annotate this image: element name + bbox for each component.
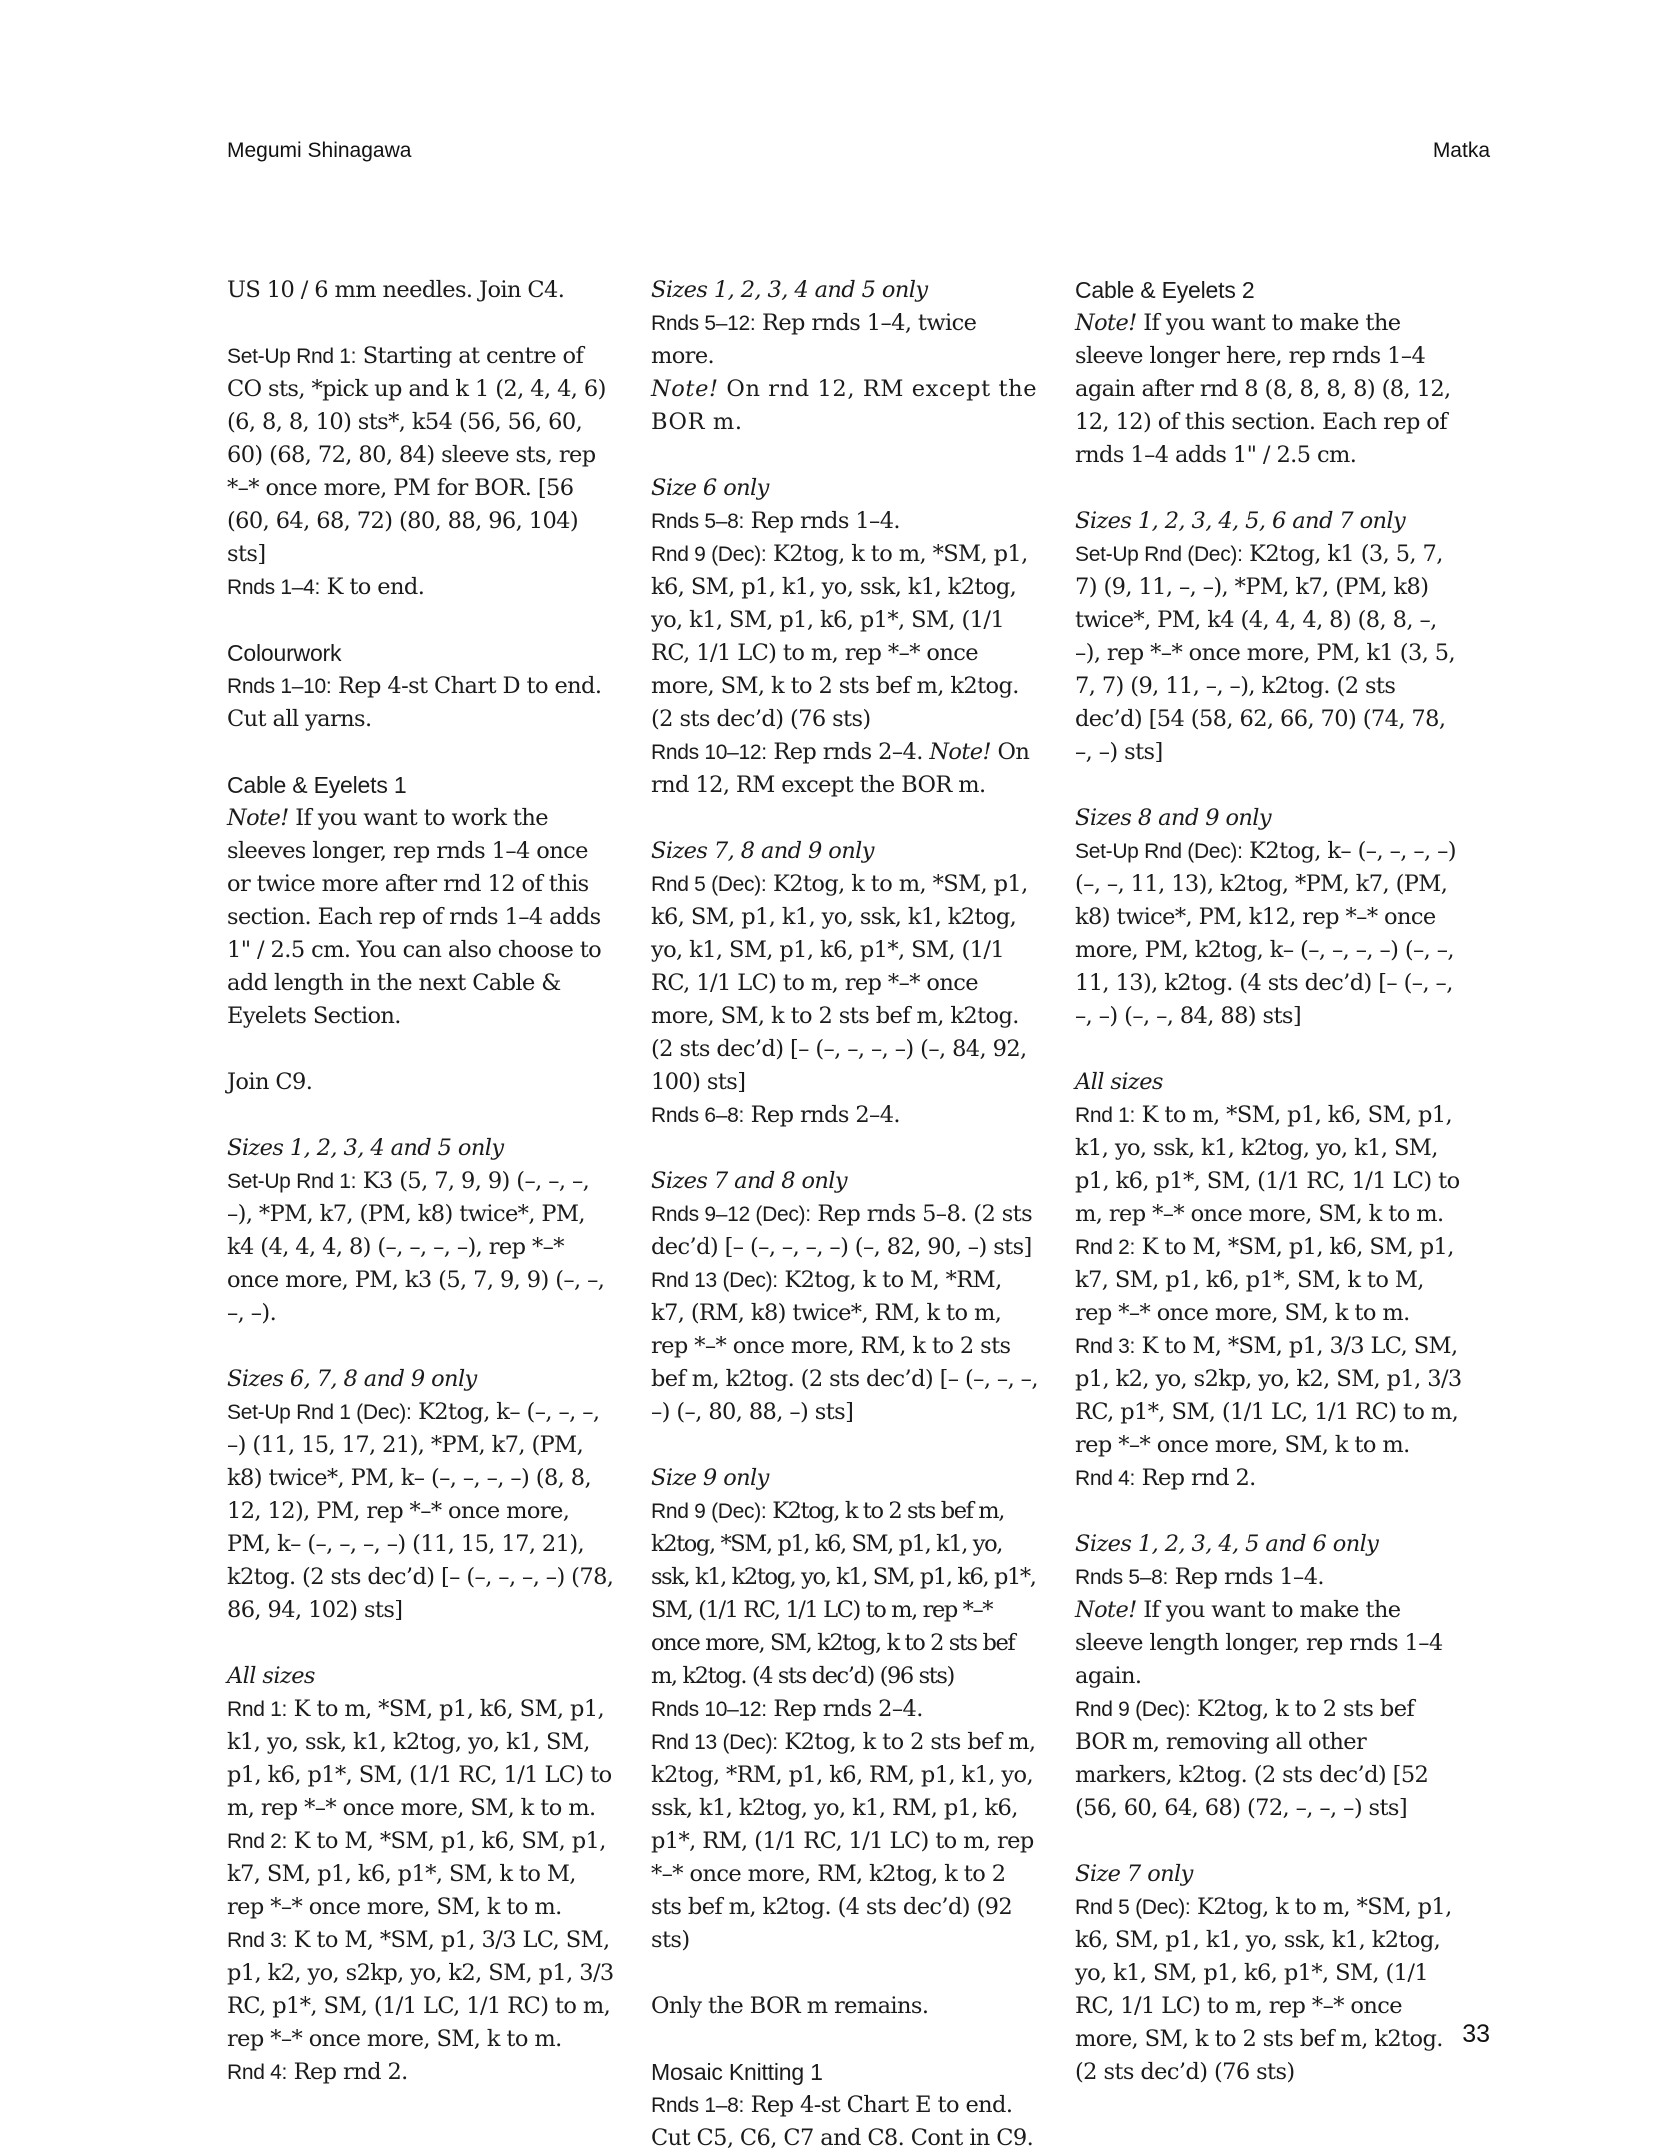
instruction-rnd-1: Rnd 1: K to m, *SM, p1, k6, SM, p1, k1, yo, ssk, k1, k2tog, yo, k1, SM, p1, k6, p1*, SM, (1/1 RC, 1/1 LC) to m, rep *–* once more, SM, k to m. — [1075, 1102, 1460, 1227]
instruction-rnd-2: Rnd 2: K to M, *SM, p1, k6, SM, p1, k7, SM, p1, k6, p1*, SM, k to M, rep *–* once more, SM, k to m. — [1075, 1234, 1454, 1326]
size-lead: Size 7 only — [1075, 1861, 1193, 1887]
column-2 — [651, 274, 1038, 2155]
instruction-label: Set-Up Rnd 1 (Dec): — [227, 1401, 412, 1424]
block-all-sizes — [227, 1660, 614, 2089]
instruction-label: Rnds 10–12: — [651, 741, 767, 764]
note-marker: Note! — [929, 739, 991, 765]
size-lead: Sizes 1, 2, 3, 4, 5 and 6 only — [1075, 1531, 1379, 1557]
instruction-label: Rnd 4: — [227, 2061, 288, 2084]
instruction-label: Rnds 5–8: — [651, 510, 745, 533]
note: Note! On rnd 12, RM except the BOR m. — [651, 376, 1038, 435]
instruction-label: Rnd 4: — [1075, 1467, 1136, 1490]
instruction-rnd-13: Rnd 13 (Dec): K2tog, k to M, *RM, k7, (RM, k8) twice*, RM, k to m, rep *–* once more, RM, k to 2 sts bef m, k2tog. (2 sts dec’d) [– (–, –, –, –) (–, 80, 88, –) sts] — [651, 1267, 1038, 1425]
block-sizes-1-5 — [227, 1132, 614, 1330]
instruction-rnd-1: Rnd 1: K to m, *SM, p1, k6, SM, p1, k1, yo, ssk, k1, k2tog, yo, k1, SM, p1, k6, p1*, SM, (1/1 RC, 1/1 LC) to m, rep *–* once more, SM, k to m. — [227, 1696, 612, 1821]
size-lead: All sizes — [1075, 1069, 1163, 1095]
instruction-label: Rnd 5 (Dec): — [651, 873, 767, 896]
paragraph-needles: US 10 / 6 mm needles. Join C4. — [227, 277, 565, 303]
instruction-rnd-9: Rnd 9 (Dec): K2tog, k to 2 sts bef BOR m, removing all other markers, k2tog. (2 sts dec’d) [52 (56, 60, 64, 68) (72, –, –, –) sts] — [1075, 1696, 1429, 1821]
size-lead: Sizes 6, 7, 8 and 9 only — [227, 1366, 477, 1392]
instruction-rnds-5-8: Rnds 5–8: Rep rnds 1–4. — [651, 508, 900, 534]
instruction-setup-rnd: Set-Up Rnd (Dec): K2tog, k– (–, –, –, –) (–, –, 11, 13), k2tog, *PM, k7, (PM, k8) twice*, PM, k12, rep *–* once more, PM, k2tog, k– (–, –, –, –) (–, –, 11, 13), k2tog. (4 sts dec’d) [– (–, –, –, –) (–, –, 84, 88) sts] — [1075, 838, 1456, 1029]
instruction-setup-rnd-1: Set-Up Rnd 1: Starting at centre of CO sts, *pick up and k 1 (2, 4, 4, 6) (6, 8, 8, 10) sts*, k54 (56, 56, 60, 60) (68, 72, 80, 84) sleeve sts, rep *–* once more, PM for BOR. [56 (60, 64, 68, 72) (80, 88, 96, 104) sts] — [227, 343, 606, 567]
column-3 — [1075, 274, 1462, 2089]
block-all-sizes — [1075, 1066, 1462, 1495]
instruction-rnd-9: Rnd 9 (Dec): K2tog, k to m, *SM, p1, k6, SM, p1, k1, yo, ssk, k1, k2tog, yo, k1, SM, p1, k6, p1*, SM, (1/1 RC, 1/1 LC) to m, rep *–* once more, SM, k to 2 sts bef m, k2tog. (2 sts dec’d) (76 sts) — [651, 541, 1028, 732]
instruction-rnds-10-12: Rnds 10–12: Rep rnds 2–4. — [651, 1696, 923, 1722]
size-lead: Sizes 1, 2, 3, 4 and 5 only — [651, 277, 928, 303]
section-mosaic-knitting-1 — [651, 2056, 1038, 2155]
block-sizes-6-9 — [227, 1363, 614, 1627]
size-lead: Sizes 8 and 9 only — [1075, 805, 1272, 831]
size-lead: All sizes — [227, 1663, 315, 1689]
section-heading: Colourwork — [227, 640, 342, 666]
running-header-author: Megumi Shinagawa — [227, 139, 412, 162]
instruction-label: Rnds 6–8: — [651, 1104, 745, 1127]
instruction-label: Rnd 1: — [1075, 1104, 1136, 1127]
size-lead: Size 9 only — [651, 1465, 769, 1491]
instruction-label: Set-Up Rnd (Dec): — [1075, 543, 1243, 566]
block-sizes-7-8 — [651, 1165, 1038, 1429]
instruction-rnds-1-4: Rnds 1–4: K to end. — [227, 574, 425, 600]
instruction: Set-Up Rnd 1: K3 (5, 7, 9, 9) (–, –, –, –), *PM, k7, (PM, k8) twice*, PM, k4 (4, 4, 4, 8) (–, –, –, –), rep *–* once more, PM, k3 (5, 7, 9, 9) (–, –, –, –). — [227, 1168, 605, 1326]
instruction-rnd-2: Rnd 2: K to M, *SM, p1, k6, SM, p1, k7, SM, p1, k6, p1*, SM, k to M, rep *–* once more, SM, k to m. — [227, 1828, 606, 1920]
block-sizes-1-5 — [651, 274, 1038, 439]
size-lead: Sizes 1, 2, 3, 4, 5, 6 and 7 only — [1075, 508, 1406, 534]
block-size-7 — [1075, 1858, 1462, 2089]
instruction-label: Rnd 13 (Dec): — [651, 1269, 778, 1292]
instruction-label: Rnds 5–8: — [1075, 1566, 1169, 1589]
block-sizes-1-6 — [1075, 1528, 1462, 1825]
instruction-rnd-3: Rnd 3: K to M, *SM, p1, 3/3 LC, SM, p1, k2, yo, s2kp, yo, k2, SM, p1, 3/3 RC, p1*, SM, (1/1 LC, 1/1 RC) to m, rep *–* once more, SM, k to m. — [227, 1927, 614, 2052]
instruction-rnds-9-12: Rnds 9–12 (Dec): Rep rnds 5–8. (2 sts dec’d) [– (–, –, –, –) (–, 82, 90, –) sts] — [651, 1201, 1033, 1260]
note: Note! If you want to make the sleeve length longer, rep rnds 1–4 again. — [1075, 1597, 1443, 1689]
instruction-rnd-4: Rnd 4: Rep rnd 2. — [1075, 1465, 1256, 1491]
note: Note! If you want to work the sleeves longer, rep rnds 1–4 once or twice more after rnd 12 of this section. Each rep of rnds 1–4 adds 1" / 2.5 cm. You can also choose to add length in the next Cable & Eyelets Section. — [227, 805, 602, 1029]
instruction-rnd-9: Rnd 9 (Dec): K2tog, k to 2 sts bef m, k2tog, *SM, p1, k6, SM, p1, k1, yo, ssk, k1, k2tog, yo, k1, SM, p1, k6, p1*, SM, (1/1 RC, 1/1 LC) to m, rep *–* once more, SM, k2tog, k to 2 sts bef m, k2tog. (4 sts dec’d) (96 sts) — [651, 1498, 1036, 1689]
block-size-6 — [651, 472, 1038, 802]
instruction-setup-rnd: Set-Up Rnd (Dec): K2tog, k1 (3, 5, 7, 7) (9, 11, –, –), *PM, k7, (PM, k8) twice*, PM, k4 (4, 4, 4, 8) (8, 8, –, –), rep *–* once more, PM, k1 (3, 5, 7, 7) (9, 11, –, –), k2tog. (2 sts dec’d) [54 (58, 62, 66, 70) (74, 78, –, –) sts] — [1075, 541, 1456, 765]
instruction-rnds-5-12: Rnds 5–12: Rep rnds 1–4, twice more. — [651, 310, 977, 369]
running-header-title: Matka — [1432, 139, 1490, 162]
section-cable-eyelets-2 — [1075, 274, 1462, 472]
instruction-label: Rnd 3: — [1075, 1335, 1136, 1358]
instruction-rnd-5: Rnd 5 (Dec): K2tog, k to m, *SM, p1, k6, SM, p1, k1, yo, ssk, k1, k2tog, yo, k1, SM, p1, k6, p1*, SM, (1/1 RC, 1/1 LC) to m, rep *–* once more, SM, k to 2 sts bef m, k2tog. (2 sts dec’d) [– (–, –, –, –) (–, 84, 92, 100) sts] — [651, 871, 1028, 1095]
instruction-rnds-1-8: Rnds 1–8: Rep 4-st Chart E to end. Cut C5, C6, C7 and C8. Cont in C9. — [651, 2092, 1034, 2151]
instruction-label: Rnds 1–10: — [227, 675, 332, 698]
section-heading: Cable & Eyelets 2 — [1075, 277, 1255, 303]
instruction-label: Set-Up Rnd 1: — [227, 1170, 357, 1193]
instruction-label: Rnds 5–12: — [651, 312, 756, 335]
instruction-label: Rnd 9 (Dec): — [651, 543, 767, 566]
note: Note! If you want to make the sleeve longer here, rep rnds 1–4 again after rnd 8 (8, 8, 8, 8) (8, 12, 12, 12) of this section. Each rep of rnds 1–4 adds 1" / 2.5 cm. — [1075, 310, 1451, 468]
block-sizes-1-7 — [1075, 505, 1462, 769]
paragraph-setup — [227, 340, 614, 604]
size-lead: Sizes 7, 8 and 9 only — [651, 838, 874, 864]
column-1 — [227, 274, 614, 2089]
instruction-rnds-6-8: Rnds 6–8: Rep rnds 2–4. — [651, 1102, 900, 1128]
size-lead: Sizes 7 and 8 only — [651, 1168, 848, 1194]
instruction-label: Rnd 13 (Dec): — [651, 1731, 778, 1754]
section-heading: Mosaic Knitting 1 — [651, 2059, 823, 2085]
instruction-rnds-5-8: Rnds 5–8: Rep rnds 1–4. — [1075, 1564, 1324, 1590]
instruction-label: Rnd 5 (Dec): — [1075, 1896, 1191, 1919]
size-lead: Sizes 1, 2, 3, 4 and 5 only — [227, 1135, 504, 1161]
size-lead: Size 6 only — [651, 475, 769, 501]
block-sizes-8-9 — [1075, 802, 1462, 1033]
instruction-rnd-13: Rnd 13 (Dec): K2tog, k to 2 sts bef m, k2tog, *RM, p1, k6, RM, p1, k1, yo, ssk, k1, k2tog, yo, k1, RM, p1, k6, p1*, RM, (1/1 RC, 1/1 LC) to m, rep *–* once more, RM, k2tog, k to 2 sts bef m, k2tog. (4 sts dec’d) (92 sts) — [651, 1729, 1036, 1953]
instruction: Set-Up Rnd 1 (Dec): K2tog, k– (–, –, –, –) (11, 15, 17, 21), *PM, k7, (PM, k8) twice*, PM, k– (–, –, –, –) (8, 8, 12, 12), PM, rep *–* once more, PM, k– (–, –, –, –) (11, 15, 17, 21), k2tog. (2 sts dec’d) [– (–, –, –, –) (78, 86, 94, 102) sts] — [227, 1399, 614, 1623]
section-heading: Cable & Eyelets 1 — [227, 772, 407, 798]
section-colourwork — [227, 637, 614, 736]
instruction-label: Rnds 1–8: — [651, 2094, 745, 2117]
instruction-label: Rnd 9 (Dec): — [651, 1500, 767, 1523]
instruction-label: Rnd 9 (Dec): — [1075, 1698, 1191, 1721]
instruction-rnds-1-10: Rnds 1–10: Rep 4-st Chart D to end. Cut all yarns. — [227, 673, 602, 732]
block-sizes-7-9 — [651, 835, 1038, 1132]
instruction-label: Set-Up Rnd 1: — [227, 345, 357, 368]
page-number: 33 — [1462, 2020, 1490, 2048]
instruction-label: Rnd 2: — [227, 1830, 288, 1853]
instruction-rnds-10-12: Rnds 10–12: Rep rnds 2–4. Note! On rnd 12, RM except the BOR m. — [651, 739, 1030, 798]
instruction-label: Rnd 2: — [1075, 1236, 1136, 1259]
instruction-label: Rnds 10–12: — [651, 1698, 767, 1721]
block-size-9 — [651, 1462, 1038, 1957]
instruction-rnd-3: Rnd 3: K to M, *SM, p1, 3/3 LC, SM, p1, k2, yo, s2kp, yo, k2, SM, p1, 3/3 RC, p1*, SM, (1/1 LC, 1/1 RC) to m, rep *–* once more, SM, k to m. — [1075, 1333, 1462, 1458]
instruction-label: Rnd 3: — [227, 1929, 288, 1952]
instruction-label: Set-Up Rnd (Dec): — [1075, 840, 1243, 863]
instruction-rnd-4: Rnd 4: Rep rnd 2. — [227, 2059, 408, 2085]
instruction-label: Rnds 9–12 (Dec): — [651, 1203, 811, 1226]
instruction-rnd-5: Rnd 5 (Dec): K2tog, k to m, *SM, p1, k6, SM, p1, k1, yo, ssk, k1, k2tog, yo, k1, SM, p1, k6, p1*, SM, (1/1 RC, 1/1 LC) to m, rep *–* once more, SM, k to 2 sts bef m, k2tog. (2 sts dec’d) (76 sts) — [1075, 1894, 1452, 2085]
paragraph-join: Join C9. — [227, 1069, 313, 1095]
paragraph-bor: Only the BOR m remains. — [651, 1993, 929, 2019]
instruction-label: Rnd 1: — [227, 1698, 288, 1721]
instruction-label: Rnds 1–4: — [227, 576, 321, 599]
section-cable-eyelets-1 — [227, 769, 614, 1033]
